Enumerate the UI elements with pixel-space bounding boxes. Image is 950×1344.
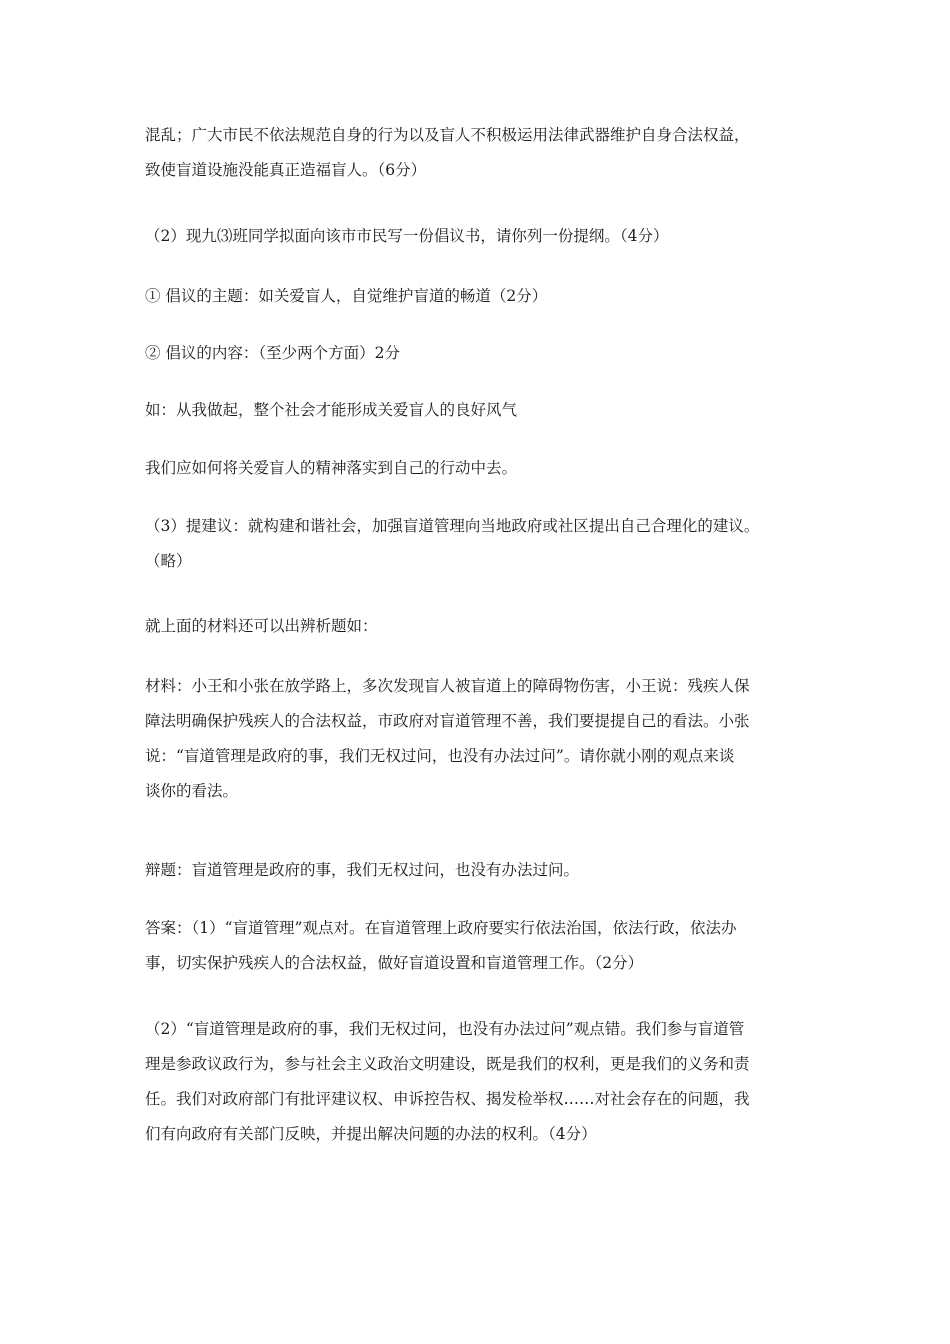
text-line: （3）提建议：就构建和谐社会，加强盲道管理向当地政府或社区提出自己合理化的建议。 — [145, 517, 760, 535]
text-line: 致使盲道设施没能真正造福盲人。（6分） — [145, 161, 427, 179]
text-line: 们有向政府有关部门反映，并提出解决问题的办法的权利。（4分） — [145, 1125, 597, 1143]
text-line: 答案：（1）“盲道管理”观点对。在盲道管理上政府要实行依法治国，依法行政，依法办 — [145, 919, 737, 937]
text-line: 混乱；广大市民不依法规范自身的行为以及盲人不积极运用法律武器维护自身合法权益， — [145, 126, 750, 144]
paragraph-12 — [145, 1012, 810, 1152]
text-line: （2）“盲道管理是政府的事，我们无权过问，也没有办法过问”观点错。我们参与盲道管 — [145, 1020, 745, 1038]
paragraph-3 — [145, 279, 810, 314]
text-line: （2）现九⑶班同学拟面向该市市民写一份倡议书，请你列一份提纲。（4分） — [145, 227, 669, 245]
paragraph-6 — [145, 451, 810, 486]
paragraph-8 — [145, 609, 810, 644]
text-line: 障法明确保护残疾人的合法权益，市政府对盲道管理不善，我们要提提自己的看法。小张 — [145, 712, 750, 730]
paragraph-11 — [145, 911, 810, 981]
text-line: 材料：小王和小张在放学路上，多次发现盲人被盲道上的障碍物伤害，小王说：残疾人保 — [145, 677, 750, 695]
paragraph-1 — [145, 118, 810, 188]
text-line: 就上面的材料还可以出辨析题如： — [145, 617, 378, 635]
text-line: ① 倡议的主题：如关爱盲人，自觉维护盲道的畅道（2分） — [145, 287, 548, 305]
paragraph-5 — [145, 393, 810, 428]
paragraph-10 — [145, 853, 810, 888]
text-line: （略） — [145, 552, 192, 570]
text-line: 理是参政议政行为，参与社会主义政治文明建设，既是我们的权利，更是我们的义务和责 — [145, 1055, 750, 1073]
text-line: 我们应如何将关爱盲人的精神落实到自己的行动中去。 — [145, 459, 518, 477]
text-line: ② 倡议的内容：（至少两个方面）2分 — [145, 344, 401, 362]
paragraph-2 — [145, 219, 810, 254]
paragraph-9 — [145, 669, 810, 809]
text-line: 任。我们对政府部门有批评建议权、申诉控告权、揭发检举权……对社会存在的问题，我 — [145, 1090, 750, 1108]
text-line: 辩题：盲道管理是政府的事，我们无权过问，也没有办法过问。 — [145, 861, 580, 879]
paragraph-7 — [145, 509, 810, 579]
text-line: 谈你的看法。 — [145, 782, 239, 800]
paragraph-4 — [145, 336, 810, 371]
text-line: 事，切实保护残疾人的合法权益，做好盲道设置和盲道管理工作。（2分） — [145, 954, 644, 972]
text-line: 说：“盲道管理是政府的事，我们无权过问，也没有办法过问”。请你就小刚的观点来谈 — [145, 747, 735, 765]
text-line: 如：从我做起，整个社会才能形成关爱盲人的良好风气 — [145, 401, 518, 419]
